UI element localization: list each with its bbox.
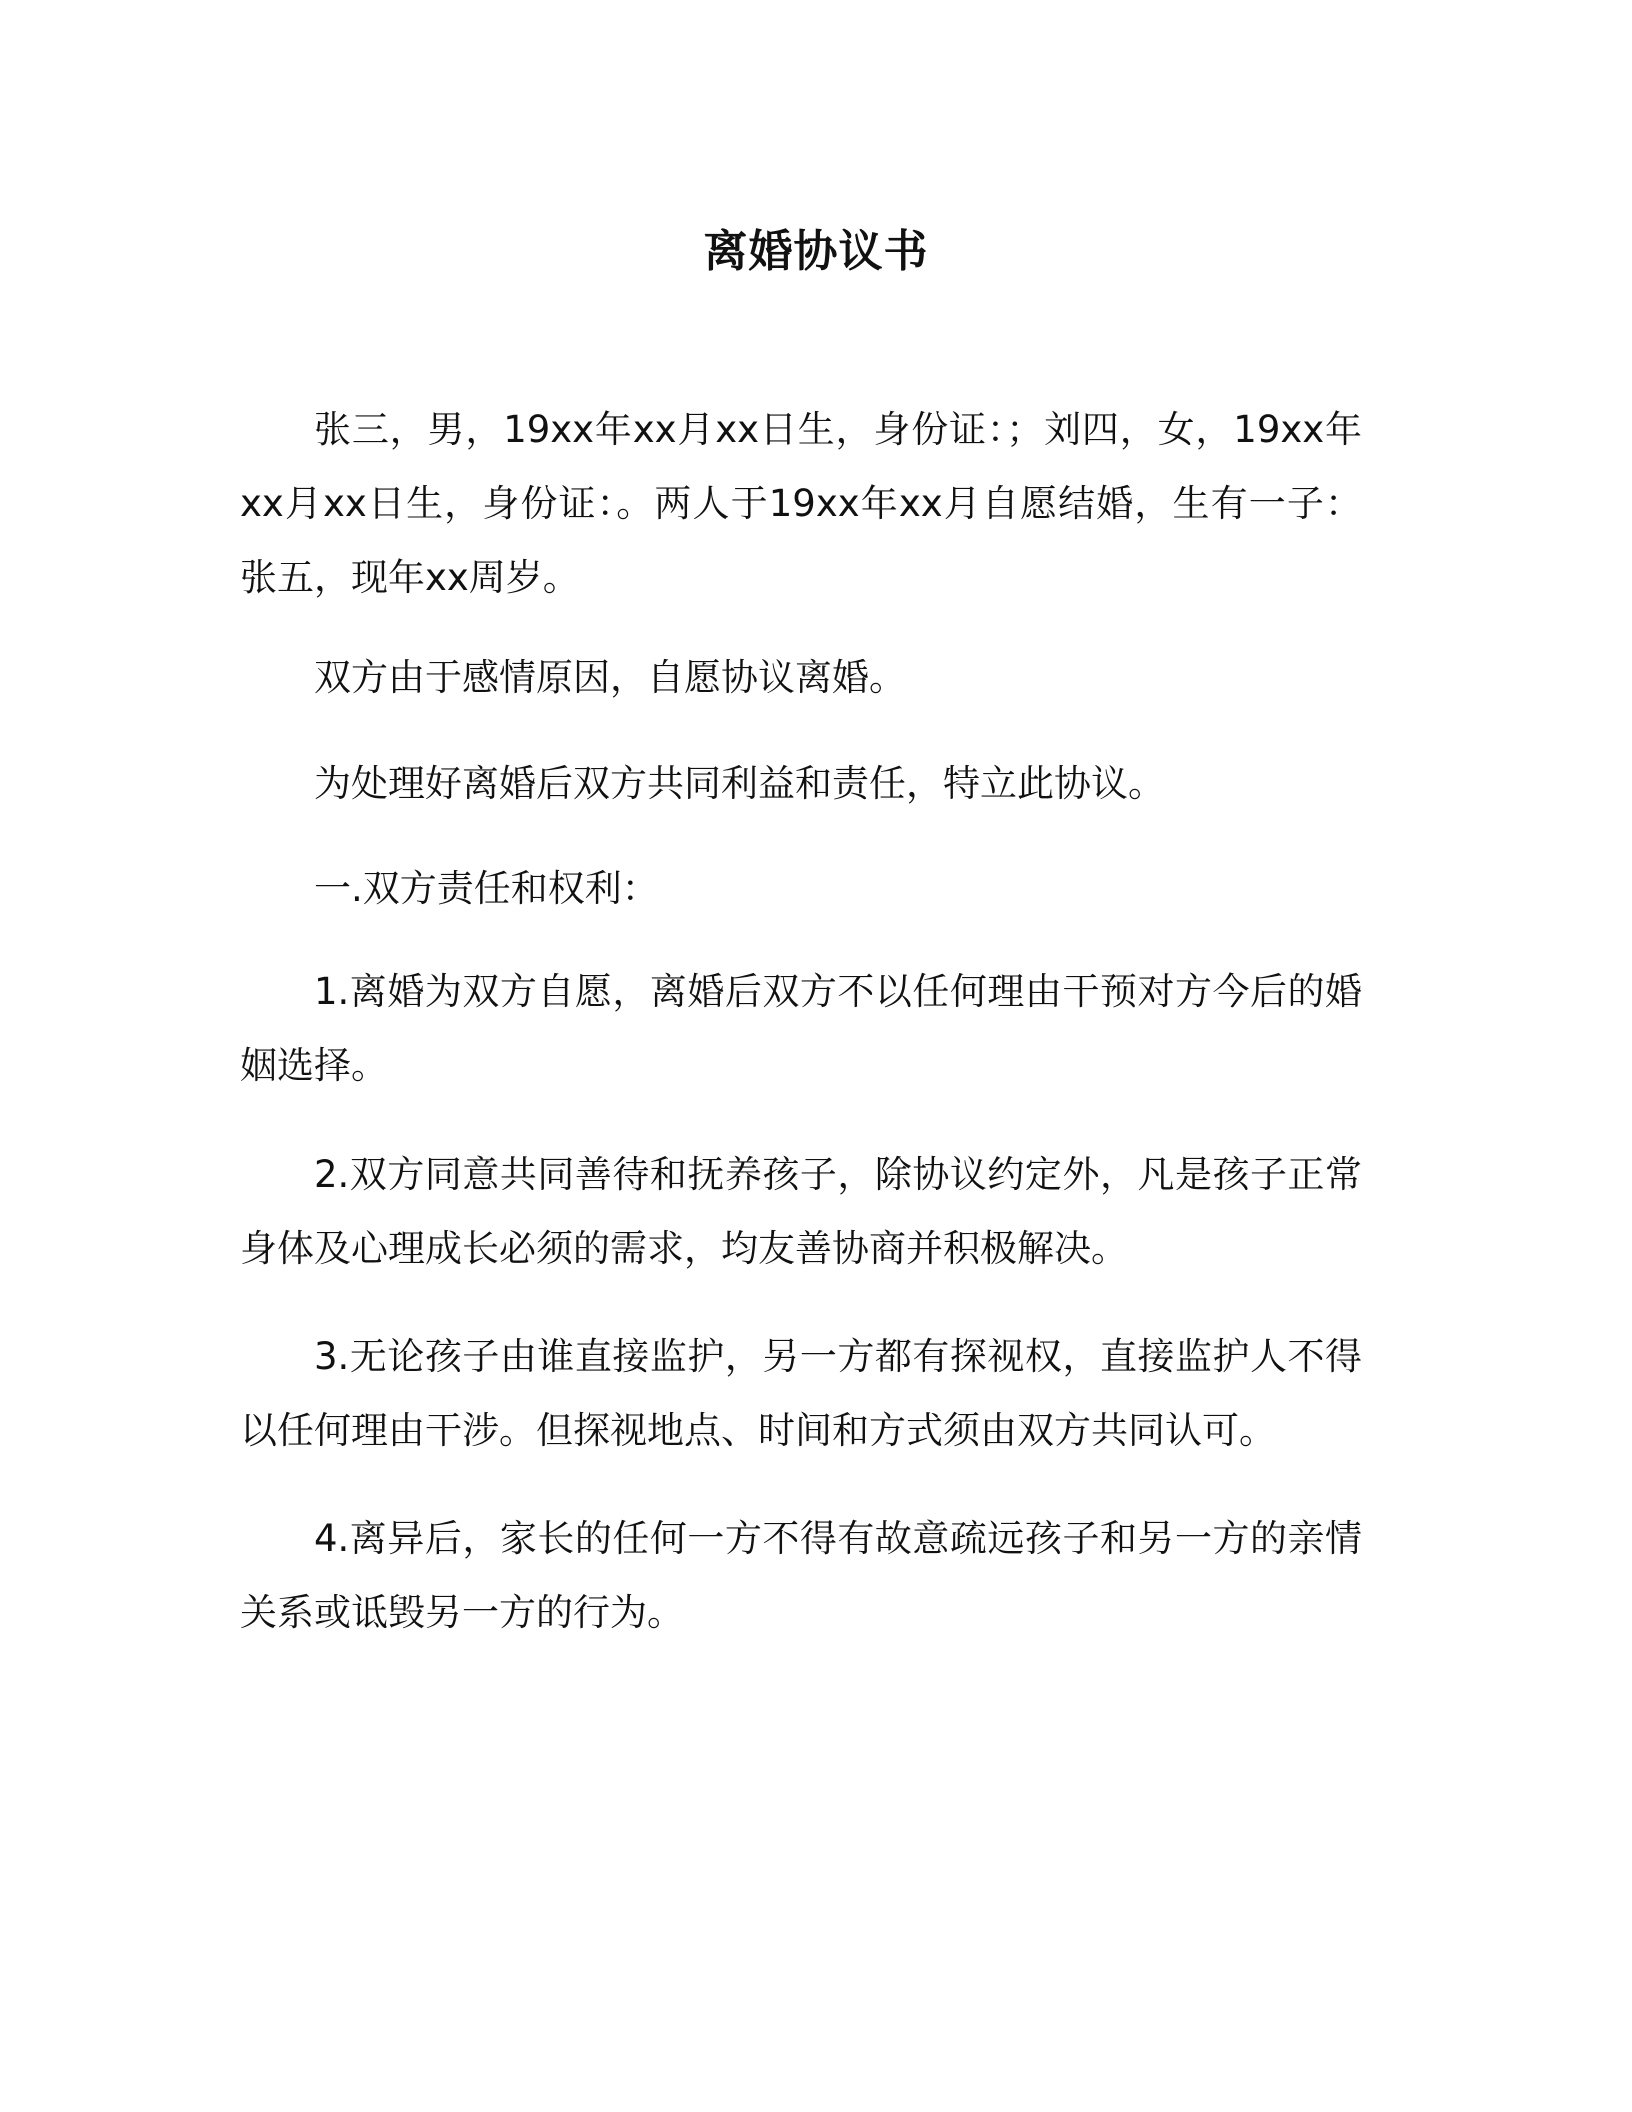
paragraph-parties: 张三，男，19xx年xx月xx日生，身份证：；刘四，女，19xx年xx月xx日生，身份证：。两人于19xx年xx月自愿结婚，生有一子：张五，现年xx周岁。 (240, 408, 1362, 599)
clause-4: 4.离异后，家长的任何一方不得有故意疏远孩子和另一方的亲情关系或诋毁另一方的行为。 (240, 1517, 1362, 1634)
clause-2: 2.双方同意共同善待和抚养孩子，除协议约定外，凡是孩子正常身体及心理成长必须的需求，均友善协商并积极解决。 (240, 1153, 1362, 1270)
section-heading-responsibilities: 一.双方责任和权利： (314, 867, 659, 910)
paragraph-purpose: 为处理好离婚后双方共同利益和责任，特立此协议。 (314, 762, 1165, 805)
document-title: 离婚协议书 (703, 226, 929, 277)
paragraph-reason: 双方由于感情原因，自愿协议离婚。 (314, 656, 906, 699)
clause-3: 3.无论孩子由谁直接监护，另一方都有探视权，直接监护人不得以任何理由干涉。但探视地点、时间和方式须由双方共同认可。 (240, 1335, 1362, 1452)
clause-1: 1.离婚为双方自愿，离婚后双方不以任何理由干预对方今后的婚姻选择。 (240, 970, 1362, 1087)
